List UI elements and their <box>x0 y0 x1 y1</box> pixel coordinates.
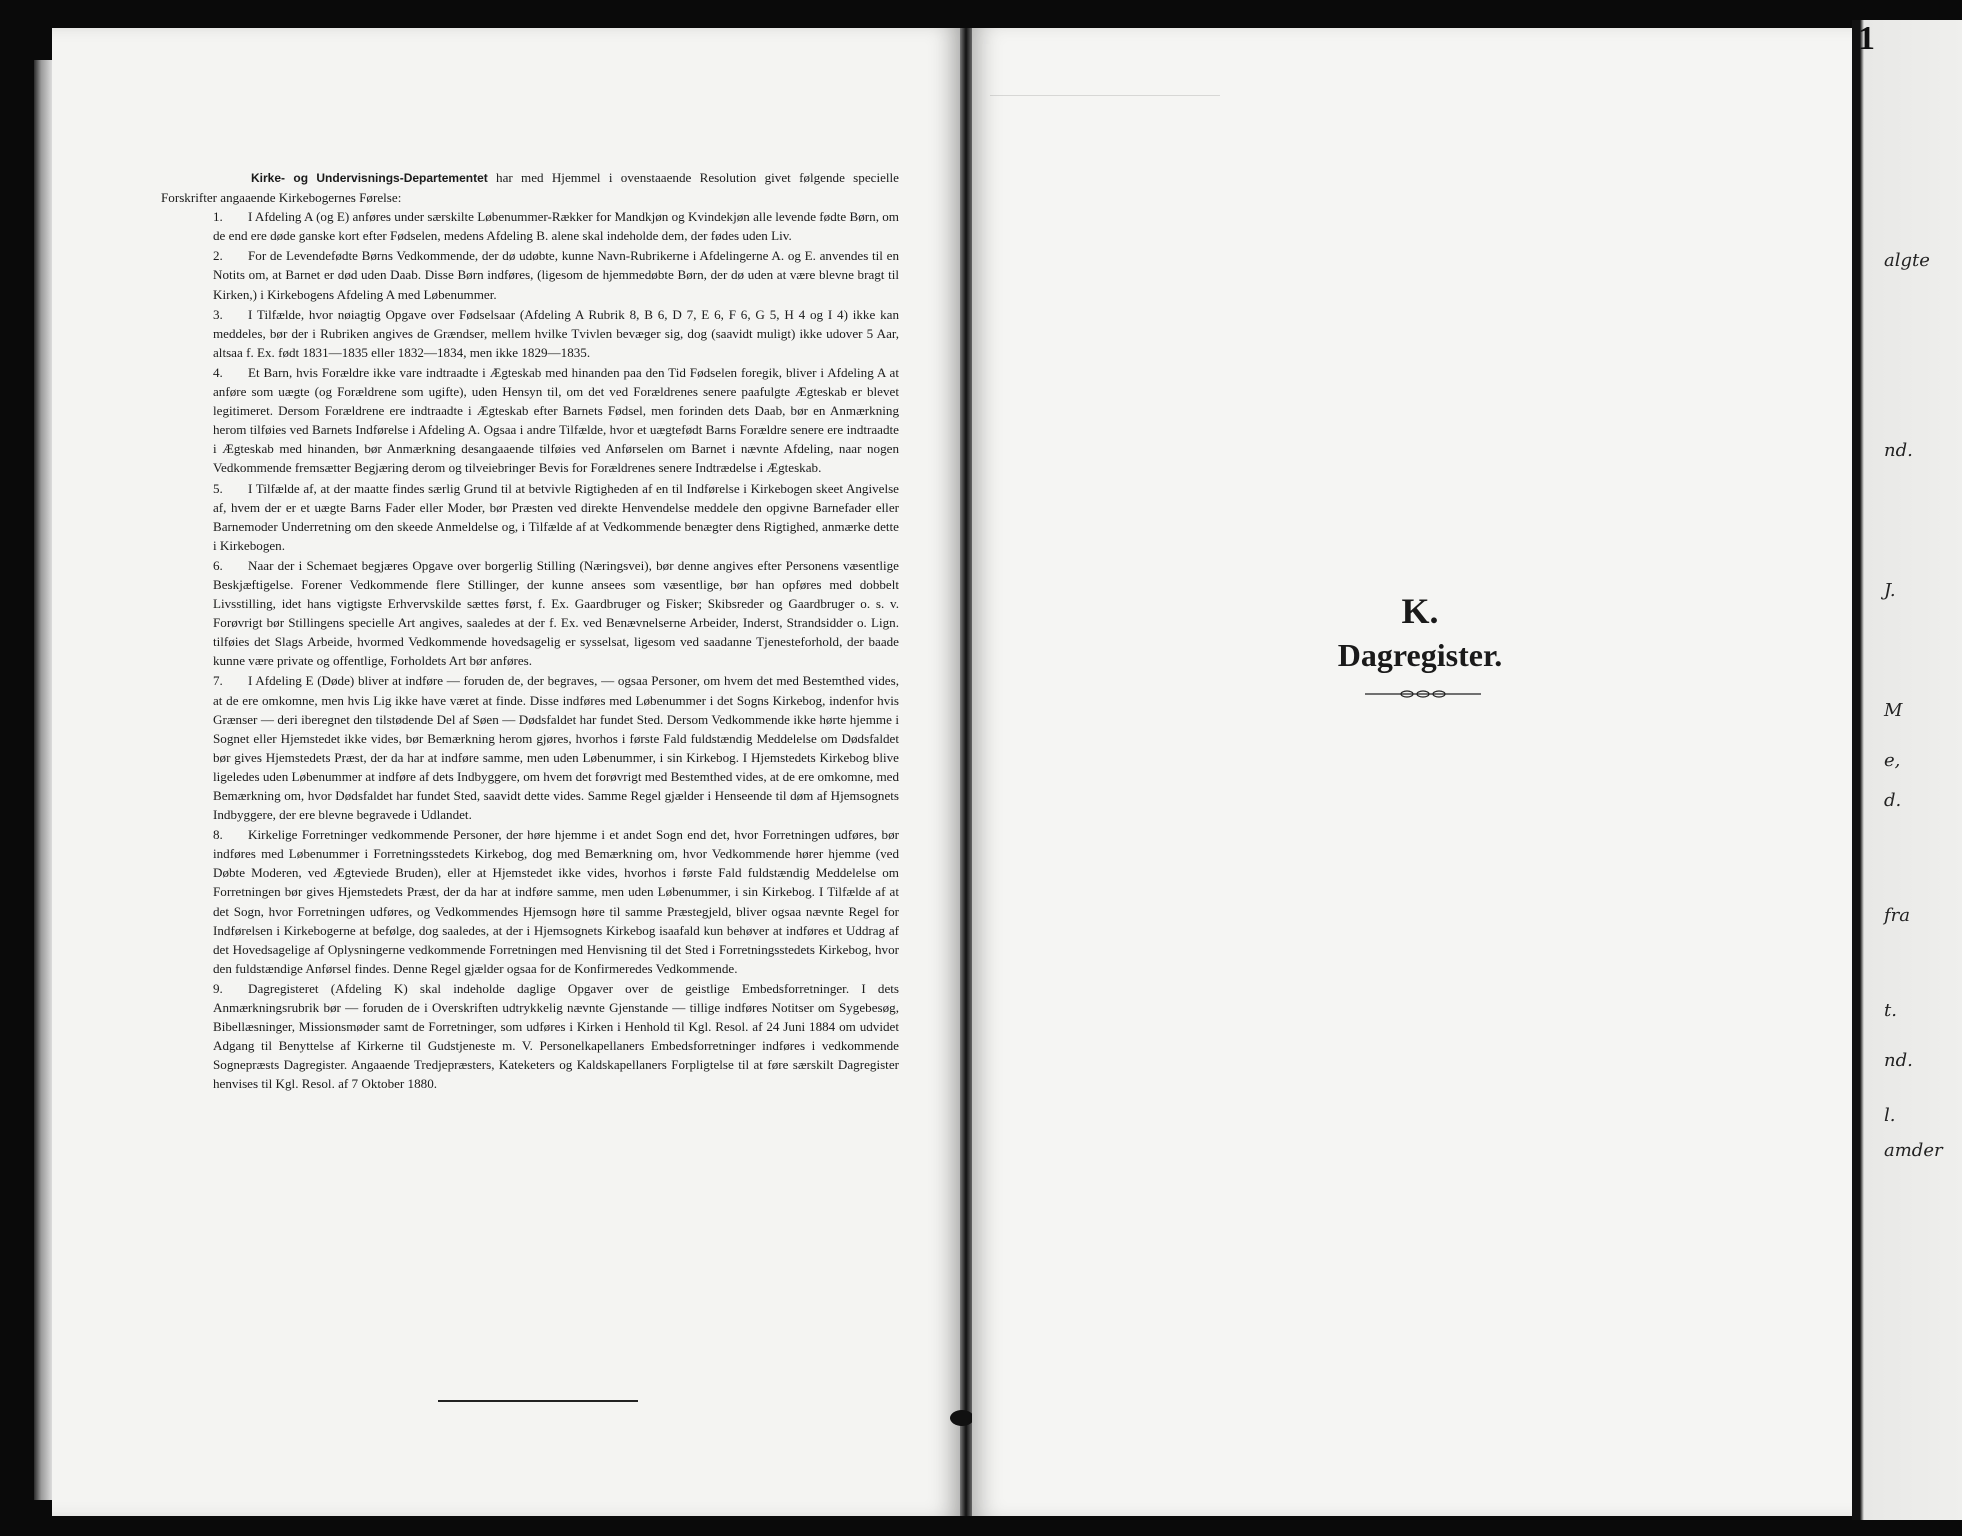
rule-number: 1. <box>213 209 223 225</box>
rule-item <box>161 305 899 362</box>
rule-text: Kirkelige Forretninger vedkommende Personer, der høre hjemme i et andet Sogn end det, hvor Forretningen udføres, bør indføres med Løbenummer i Forretningsstedets Kirkebog, dog med Bemærkning om, hvor Vedkommende hører hjemme (ved Døbte Moderen, ved Ægteviede Bruden), eller at Hjemstedet ikke vides, hvorhos i første Fald fuldstændig Meddelelse om Forretningen bør gives Hjemstedets Præst, der da har at indføre samme, men uden Løbenummer, i sin Kirkebog. I Tilfælde af at det Sogn, hvor Forretningen udføres, og Vedkommendes Hjemsogn høre til samme Præstegjeld, bliver ogsaa nævnte Regel for Indførelsen i Kirkebogerne at befølge, dog saaledes, at der i Hjemsognets Kirkebog isaafald kun behøver at indføres et Uddrag af det Hovedsagelige af Oplysningerne vedkommende Forretningen med Henvisning til det Sted i Forretningsstedets Kirkebog, hvor den fuldstændige Anførsel findes. Denne Regel gjælder ogsaa for de Konfirmeredes Vedkommende. <box>213 827 899 976</box>
rule-text: I Tilfælde, hvor nøiagtig Opgave over Fødselsaar (Afdeling A Rubrik 8, B 6, D 7, E 6, F 6, G 5, H 4 og I 4) ikke kan meddeles, bør der i Rubriken angives de Grændser, mellem hvilke Tvivlen bevæger sig, dog (saavidt muligt) ikke udover 5 Aar, altsaa f. Ex. født 1831—1835 eller 1832—1834, men ikke 1829—1835. <box>213 306 899 360</box>
margin-fragment: nd. <box>1884 440 1913 461</box>
rule-text: Dagregisteret (Afdeling K) skal indeholde daglige Opgaver over de geistlige Embedsforretninger. I dets Anmærkningsrubrik bør — foruden de i Overskriften udtrykkelig nævnte Gjenstande — tillige indføres Notitser om Sygebesøg, Bibellæsninger, Missionsmøder samt de Forretninger, som udføres i Kirken i Henhold til Kgl. Resol. af 24 Juni 1884 om udvidet Adgang til Benyttelse af Kirkerne til Gudstjeneste m. V. Personelkapellaners Embedsforretninger indføres i vedkommende Sognepræsts Dagregister. Angaaende Tredjepræsters, Kateketers og Kaldskapellaners Forpligtelse til at føre særskilt Dagregister henvises til Kgl. Resol. af 7 Oktober 1880. <box>213 980 899 1092</box>
rule-text: I Afdeling A (og E) anføres under særskilte Løbenummer-Rækker for Mandkjøn og Kvindekjøn alle levende fødte Børn, om de end ere døde ganske kort efter Fødselen, medens Afdeling B. alene skal indeholde dem, der fødes uden Liv. <box>213 209 899 244</box>
rule-text: I Tilfælde af, at der maatte findes særlig Grund til at betvivle Rigtigheden af en til Indførelse i Kirkebogen skeet Angivelse af, hvem der er et uægte Barns Fader eller Moder, bør Præsten ved direkte Henvendelse meddele den opgivne Barnefader eller Barnemoder Underretning om den skeede Anmeldelse og, i Tilfælde af at Vedkommende benægter dens Rigtighed, anmærke dette i Kirkebogen. <box>213 480 899 553</box>
margin-fragment: algte <box>1884 250 1930 271</box>
rule-text: Et Barn, hvis Forældre ikke vare indtraadte i Ægteskab med hinanden paa den Tid Fødselen foregik, bliver i Afdeling A at anføre som uægte (og Forældrene som ugifte), uden Hensyn til, om det ved Forældrenes senere paafulgte Ægteskab er blevet legitimeret. Dersom Forældrene ere indtraadte i Ægteskab efter Barnets Fødsel, men forinden dets Daab, bør en Anmærkning herom tilføies ved Barnets Indførelse i Afdeling A. Ogsaa i andre Tilfælde, hvor et uægtefødt Barns Forældre senere ere indtraadte i Ægteskab med hinanden, bør Anmærkning desangaaende tilføies ved Anførselen om Barnet i nævnte Afdeling, naar nogen Vedkommende fremsætter Begjæring derom og tilveiebringer Bevis for Forældrenes senere Indtrædelse i Ægteskab. <box>213 364 899 476</box>
rule-item <box>161 671 899 824</box>
intro-lead: Kirke- og Undervisnings-Departementet <box>251 171 488 185</box>
intro-rest: har med Hjemmel i ovenstaaende Resolution givet følgende specielle Forskrifter angaaende Kirkebogernes Førelse: <box>161 170 899 206</box>
rule-number: 7. <box>213 673 223 689</box>
rules-list <box>161 207 899 1093</box>
book-gutter <box>960 28 972 1516</box>
margin-fragment: fra <box>1884 905 1910 926</box>
rule-number: 3. <box>213 306 223 322</box>
intro-paragraph <box>161 168 899 207</box>
margin-fragment: M <box>1884 700 1903 721</box>
page-number: 1 <box>1858 20 1875 57</box>
margin-fragment: t. <box>1884 1000 1897 1021</box>
margin-fragment: J. <box>1884 580 1896 601</box>
closing-rule <box>438 1400 638 1402</box>
rule-number: 2. <box>213 248 223 264</box>
rule-item <box>161 207 899 245</box>
rule-item <box>161 479 899 555</box>
section-letter: K. <box>1401 591 1439 631</box>
rule-number: 9. <box>213 980 223 996</box>
rule-item <box>161 825 899 978</box>
right-page <box>972 28 1852 1516</box>
margin-fragment: d. <box>1884 790 1902 811</box>
rule-item <box>161 363 899 478</box>
section-title: Dagregister. <box>1337 637 1503 673</box>
rule-text: For de Levendefødte Børns Vedkommende, der dø udøbte, kunne Navn-Rubrikerne i Afdelingerne A. og E. anvendes til en Notits om, at Barnet er død uden Daab. Disse Børn indføres, (ligesom de hjemmedøbte Børn, der dø uden at være blevne bragt til Kirken,) i Kirkebogens Afdeling A med Løbenummer. <box>213 248 899 302</box>
rule-item <box>161 979 899 1094</box>
rule-text: Naar der i Schemaet begjæres Opgave over borgerlig Stilling (Næringsvei), bør denne angives efter Personens væsentlige Beskjæftigelse. Forener Vedkommende flere Stillinger, der kunne ansees som væsentlige, bør han opføres med dobbelt Livsstilling, idet hans vigtigste Erhvervskilde sættes først, f. Ex. Gaardbruger og Fisker; Skibsreder og Gaardbruger o. s. v. Forøvrigt bør Stillingens specielle Art angives, saaledes at der f. Ex. ved Benævnelserne Arbeider, Inderst, Strandsidder o. Lign. tilføies det Slags Arbeide, hvormed Vedkommende hovedsagelig er sysselsat, ligesom ved saadanne Tjenesteforhold, der baade kunne være private og offentlige, Forholdets Art bør anføres. <box>213 557 899 669</box>
title-ornament <box>1365 688 1481 700</box>
rule-number: 8. <box>213 827 223 843</box>
left-page-text <box>161 168 899 1095</box>
rule-number: 4. <box>213 364 223 380</box>
margin-fragment: amder <box>1884 1140 1943 1161</box>
rule-number: 5. <box>213 480 223 496</box>
next-page-edge <box>1852 20 1962 1520</box>
rule-item <box>161 246 899 303</box>
rule-text: I Afdeling E (Døde) bliver at indføre — foruden de, der begraves, — ogsaa Personer, om hvem det med Bestemthed vides, at de ere omkomne, men hvis Lig ikke have været at finde. Disse indføres med Løbenummer i det Sogns Kirkebog, indenfor hvis Grænser — deri iberegnet den tilstødende Del af Søen — Dødsfaldet har fundet Sted. Dersom Vedkommende ikke hørte hjemme i Sognet eller Hjemstedet ikke vides, bør Bemærkning herom gjøres, hvorhos i første Fald fuldstændig Meddelelse om Dødsfaldet bør gives Hjemstedets Præst, der da har at indføre samme, men uden Løbenummer, i sin Kirkebog. I Hjemstedets Kirkebog blive ligeledes uden Løbenummer at indføre af dets Indbyggere, om hvem det forøvrigt med Bestemthed vides, at de ere omkomne, med Bemærkning om, hvor Dødsfaldet har fundet Sted, saavidt dette vides. Samme Regel gjælder i Henseende til døm af Hjemsognets Indbyggere, der ere blevne begravede i Udlandet. <box>213 673 899 823</box>
left-book-edge <box>34 60 52 1500</box>
rule-number: 6. <box>213 557 223 573</box>
margin-fragment: e, <box>1884 750 1901 771</box>
rule-item <box>161 556 899 671</box>
margin-fragment: l. <box>1884 1105 1896 1126</box>
margin-fragment: nd. <box>1884 1050 1913 1071</box>
faint-pencil-line <box>990 95 1220 96</box>
